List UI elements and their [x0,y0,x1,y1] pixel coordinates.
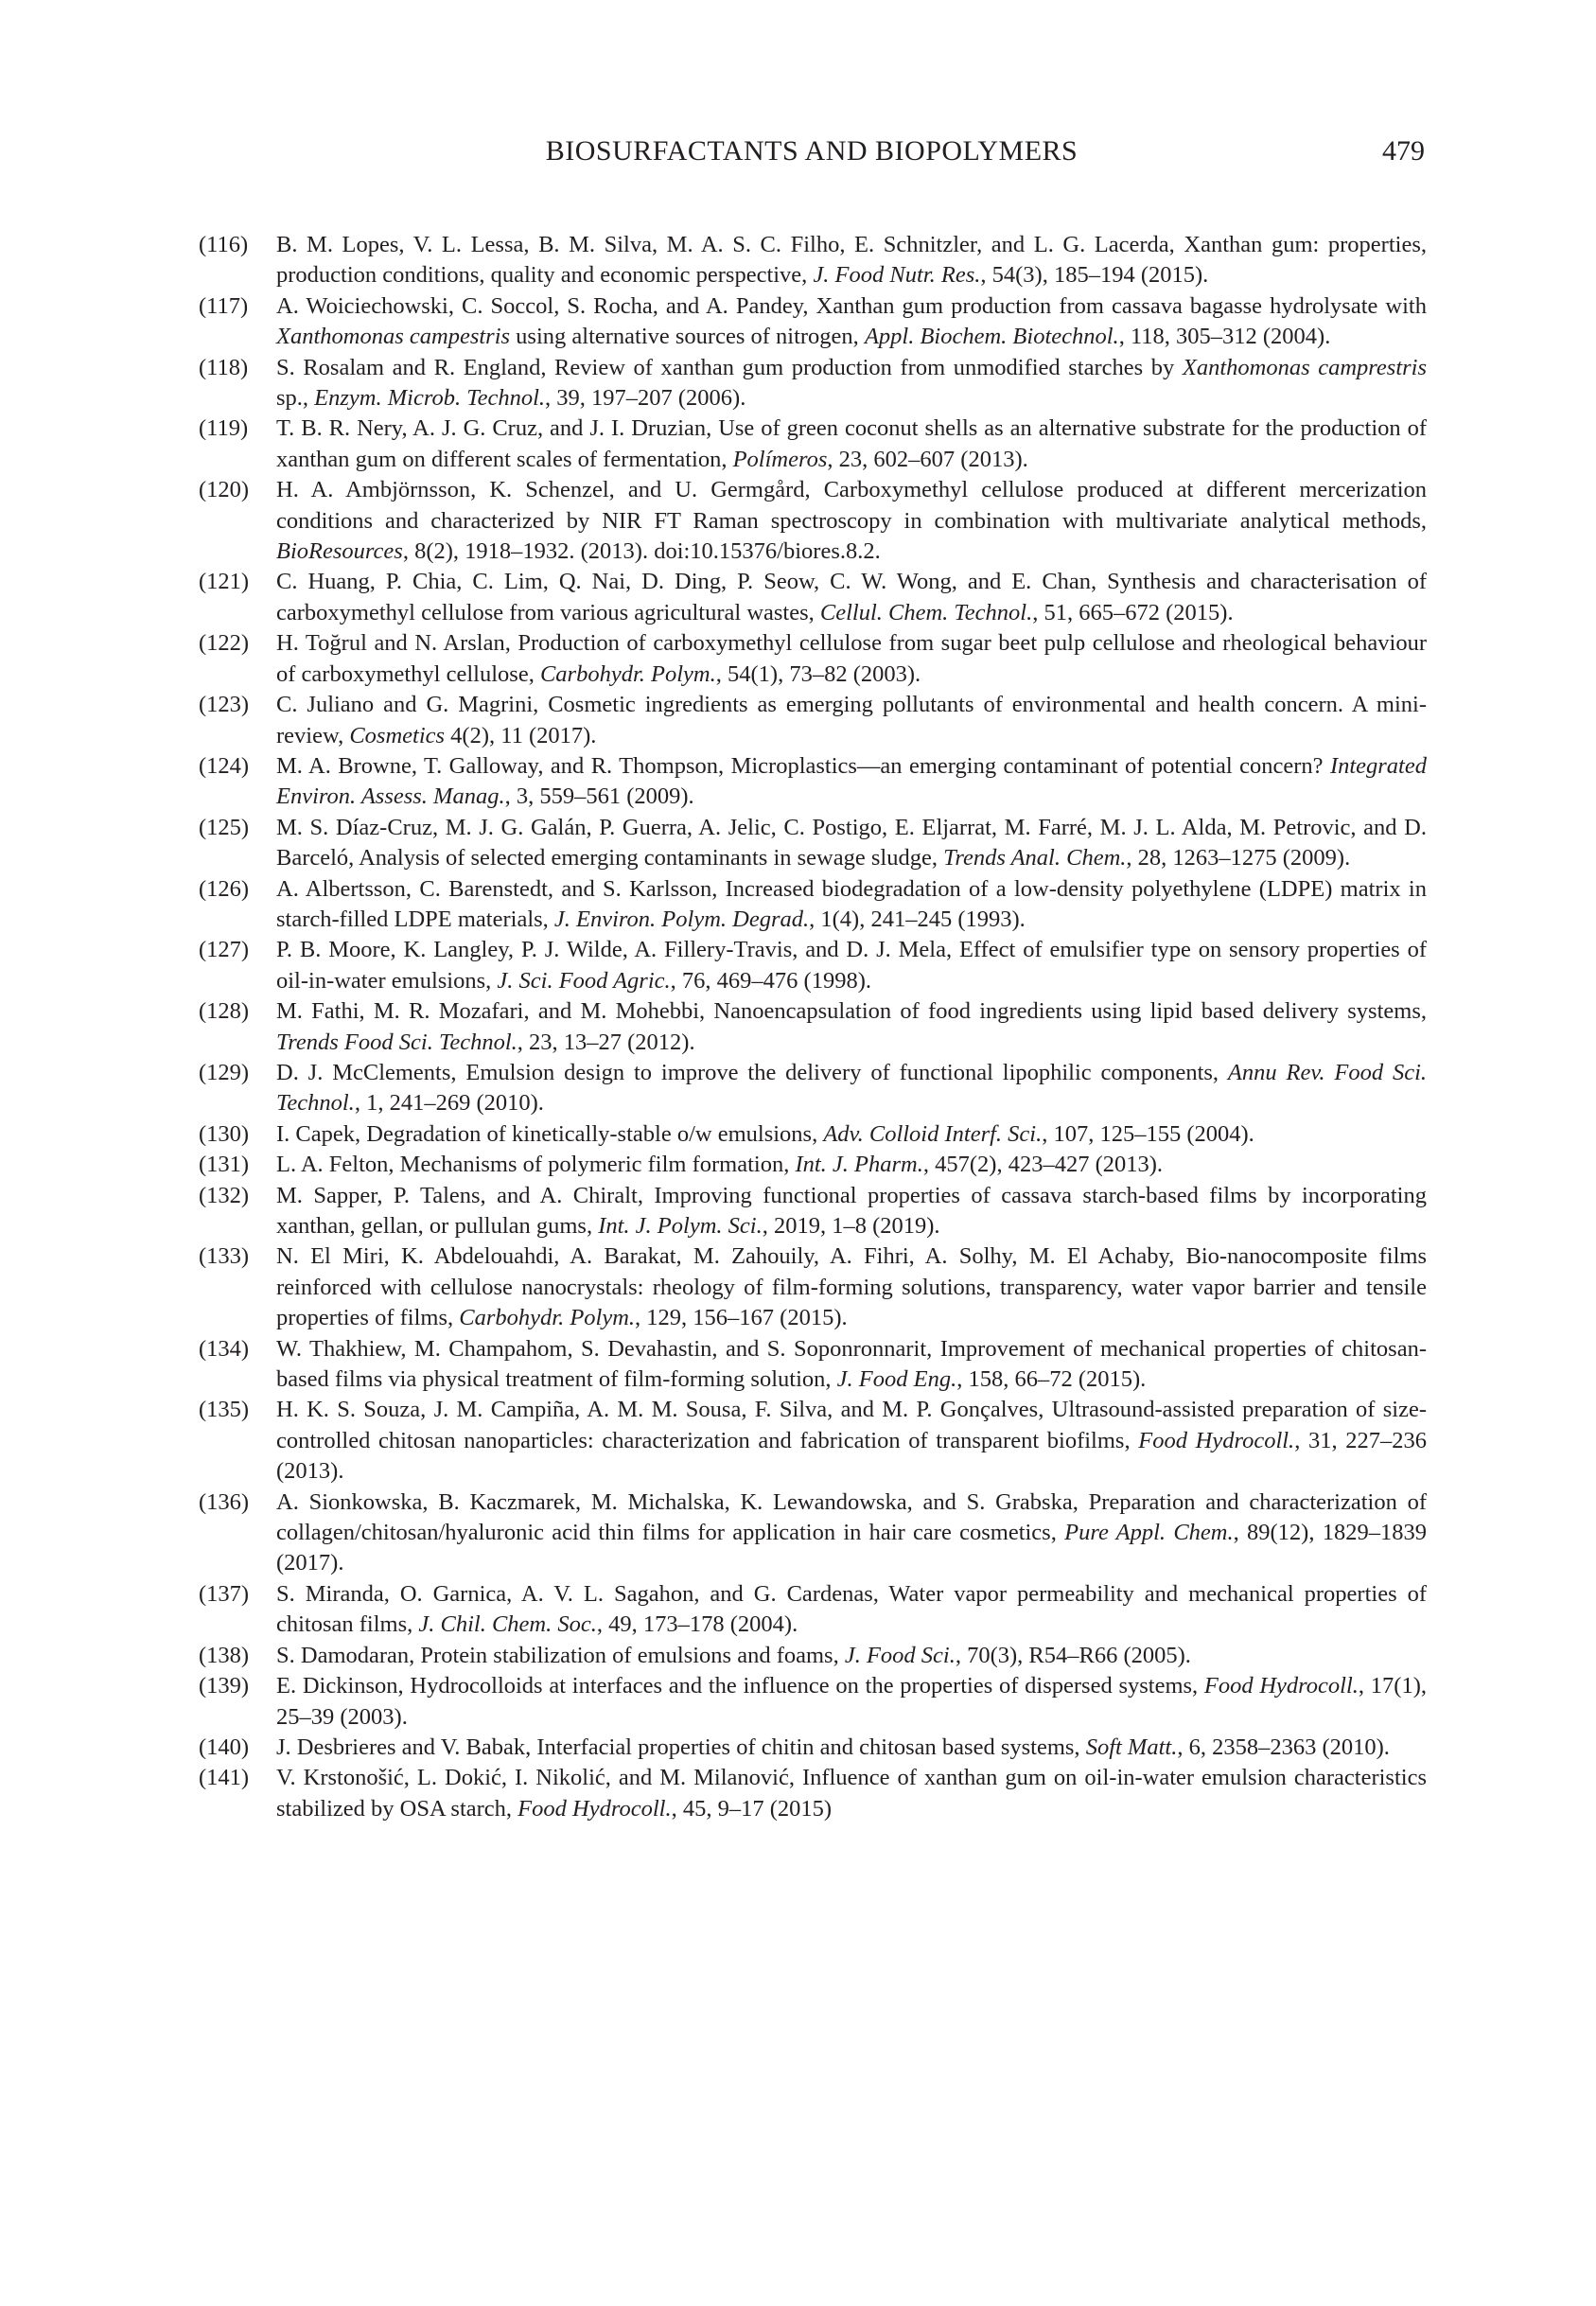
reference-number: (131) [199,1152,250,1178]
reference-text: S. Rosalam and R. England, Review of xanthan gum production from unmodified starches by Xanthomonas camprestris sp., Enzym. Microb. Technol., 39, 197–207 (2006). [276,354,1427,412]
reference-text: H. K. S. Souza, J. M. Campiña, A. M. M. Sousa, F. Silva, and M. P. Gonçalves, Ultrasound-assisted preparation of size-controlled chitosan nanoparticles: characterization and fabrication of transparent biofilms, Food Hydrocoll., 31, 227–236 (2013). [276,1397,1427,1485]
reference-text: B. M. Lopes, V. L. Lessa, B. M. Silva, M. A. S. C. Filho, E. Schnitzler, and L. G. Lacerda, Xanthan gum: properties, production conditions, quality and economic perspective, J. Food Nutr. Res., 54(3), 185–194 (2015). [276,232,1427,289]
reference-item [199,567,1427,628]
reference-text: M. Fathi, M. R. Mozafari, and M. Mohebbi, Nanoencapsulation of food ingredients using lipid based delivery systems, Trends Food Sci. Technol., 23, 13–27 (2012). [276,998,1427,1055]
page-number: 479 [1382,135,1425,167]
reference-number: (139) [199,1673,250,1699]
reference-item [199,414,1427,475]
reference-number: (120) [199,477,250,503]
reference-number: (119) [199,415,249,442]
reference-text: C. Huang, P. Chia, C. Lim, Q. Nai, D. Ding, P. Seow, C. W. Wong, and E. Chan, Synthesis and characterisation of carboxymethyl cellulose from various agricultural wastes, Cellul. Chem. Technol., 51, 665–672 (2015). [276,569,1427,625]
reference-number: (124) [199,752,250,779]
reference-text: C. Juliano and G. Magrini, Cosmetic ingredients as emerging pollutants of environmental and health concern. A mini-review, Cosmetics 4(2), 11 (2017). [276,692,1427,748]
reference-item [199,1241,1427,1333]
reference-text: H. Toğrul and N. Arslan, Production of carboxymethyl cellulose from sugar beet pulp cellulose and rheological behaviour of carboxymethyl cellulose, Carbohydr. Polym., 54(1), 73–82 (2003). [276,630,1427,687]
reference-text: T. B. R. Nery, A. J. G. Cruz, and J. I. Druzian, Use of green coconut shells as an alternative substrate for the production of xanthan gum on different scales of fermentation, Polímeros, 23, 602–607 (2013). [276,415,1427,472]
reference-number: (117) [199,292,249,319]
reference-item [199,1395,1427,1487]
reference-number: (140) [199,1734,250,1760]
reference-item [199,475,1427,567]
reference-text: A. Sionkowska, B. Kaczmarek, M. Michalska, K. Lewandowska, and S. Grabska, Preparation and characterization of collagen/chitosan/hyaluronic acid thin films for application in hair care cosmetics, Pure Appl. Chem., 89(12), 1829–1839 (2017). [276,1488,1427,1576]
reference-text: J. Desbrieres and V. Babak, Interfacial properties of chitin and chitosan based systems, Soft Matt., 6, 2358–2363 (2010). [276,1734,1390,1760]
reference-number: (126) [199,875,250,902]
reference-list [199,230,1427,1824]
reference-text: E. Dickinson, Hydrocolloids at interfaces and the influence on the properties of dispersed systems, Food Hydrocoll., 17(1), 25–39 (2003). [276,1673,1427,1730]
reference-number: (137) [199,1580,250,1607]
reference-text: L. A. Felton, Mechanisms of polymeric film formation, Int. J. Pharm., 457(2), 423–427 (2013). [276,1152,1164,1178]
reference-number: (128) [199,998,250,1025]
reference-item [199,353,1427,414]
reference-text: A. Albertsson, C. Barenstedt, and S. Karlsson, Increased biodegradation of a low-density polyethylene (LDPE) matrix in starch-filled LDPE materials, J. Environ. Polym. Degrad., 1(4), 241–245 (1993). [276,875,1427,932]
reference-number: (122) [199,630,250,657]
running-header [199,132,1425,170]
reference-item [199,935,1427,996]
reference-text: M. S. Díaz-Cruz, M. J. G. Galán, P. Guerra, A. Jelic, C. Postigo, E. Eljarrat, M. Farré, M. J. L. Alda, M. Petrovic, and D. Barceló, Analysis of selected emerging contaminants in sewage sludge, Trends Anal. Chem., 28, 1263–1275 (2009). [276,814,1427,871]
reference-number: (118) [199,354,249,380]
running-title: BIOSURFACTANTS AND BIOPOLYMERS [545,135,1079,167]
reference-number: (136) [199,1488,250,1515]
reference-item [199,1119,1427,1150]
reference-number: (133) [199,1243,250,1270]
reference-text: N. El Miri, K. Abdelouahdi, A. Barakat, M. Zahouily, A. Fihri, A. Solhy, M. El Achaby, Bio-nanocomposite films reinforced with cellulose nanocrystals: rheology of film-forming solutions, transparency, water vapor barrier and tensile properties of films, Carbohydr. Polym., 129, 156–167 (2015). [276,1243,1427,1331]
reference-text: D. J. McClements, Emulsion design to improve the delivery of functional lipophilic components, Annu Rev. Food Sci. Technol., 1, 241–269 (2010). [276,1059,1428,1117]
reference-item [199,1733,1427,1763]
reference-number: (134) [199,1335,250,1362]
reference-number: (132) [199,1182,250,1208]
reference-item [199,751,1427,813]
reference-text: W. Thakhiew, M. Champahom, S. Devahastin, and S. Soponronnarit, Improvement of mechanical properties of chitosan-based films via physical treatment of film-forming solution, J. Food Eng., 158, 66–72 (2015). [276,1335,1427,1393]
reference-number: (138) [199,1642,250,1668]
reference-text: A. Woiciechowski, C. Soccol, S. Rocha, and A. Pandey, Xanthan gum production from cassava bagasse hydrolysate with Xanthomonas campestris using alternative sources of nitrogen, Appl. Biochem. Biotechnol., 118, 305–312 (2004). [276,292,1427,350]
reference-text: M. A. Browne, T. Galloway, and R. Thompson, Microplastics—an emerging contaminant of potential concern? Integrated Environ. Assess. Manag., 3, 559–561 (2009). [276,752,1427,810]
reference-item [199,1671,1427,1733]
reference-number: (135) [199,1397,250,1423]
reference-item [199,291,1427,353]
reference-item [199,1641,1427,1671]
reference-item [199,628,1427,690]
reference-item [199,1058,1427,1119]
reference-number: (141) [199,1765,250,1791]
reference-item [199,1763,1427,1824]
reference-item [199,874,1427,936]
reference-text: P. B. Moore, K. Langley, P. J. Wilde, A. Fillery-Travis, and D. J. Mela, Effect of emulsifier type on sensory properties of oil-in-water emulsions, J. Sci. Food Agric., 76, 469–476 (1998). [276,937,1427,994]
reference-item [199,690,1427,751]
reference-text: M. Sapper, P. Talens, and A. Chiralt, Improving functional properties of cassava starch-based films by incorporating xanthan, gellan, or pullulan gums, Int. J. Polym. Sci., 2019, 1–8 (2019). [276,1182,1427,1239]
reference-item [199,1579,1427,1641]
reference-item [199,813,1427,874]
reference-text: S. Damodaran, Protein stabilization of emulsions and foams, J. Food Sci., 70(3), R54–R66 (2005). [276,1642,1191,1668]
reference-text: H. A. Ambjörnsson, K. Schenzel, and U. Germgård, Carboxymethyl cellulose produced at different mercerization conditions and characterized by NIR FT Raman spectroscopy in combination with multivariate analytical methods, BioResources, 8(2), 1918–1932. (2013). doi:10.15376/biores.8.2. [276,477,1427,565]
reference-number: (121) [199,569,250,595]
reference-item [199,996,1427,1058]
reference-item [199,230,1427,291]
reference-text: V. Krstonošić, L. Dokić, I. Nikolić, and M. Milanović, Influence of xanthan gum on oil-in-water emulsion characteristics stabilized by OSA starch, Food Hydrocoll., 45, 9–17 (2015) [276,1765,1427,1822]
reference-item [199,1181,1427,1242]
reference-item [199,1334,1427,1396]
reference-text: I. Capek, Degradation of kinetically-stable o/w emulsions, Adv. Colloid Interf. Sci., 107, 125–155 (2004). [276,1120,1254,1147]
reference-number: (127) [199,937,250,963]
reference-number: (125) [199,814,250,840]
reference-item [199,1150,1427,1180]
reference-number: (123) [199,692,250,718]
reference-number: (130) [199,1120,250,1147]
reference-number: (129) [199,1059,250,1085]
reference-text: S. Miranda, O. Garnica, A. V. L. Sagahon, and G. Cardenas, Water vapor permeability and mechanical properties of chitosan films, J. Chil. Chem. Soc., 49, 173–178 (2004). [276,1580,1427,1638]
reference-item [199,1487,1427,1579]
reference-number: (116) [199,232,249,257]
